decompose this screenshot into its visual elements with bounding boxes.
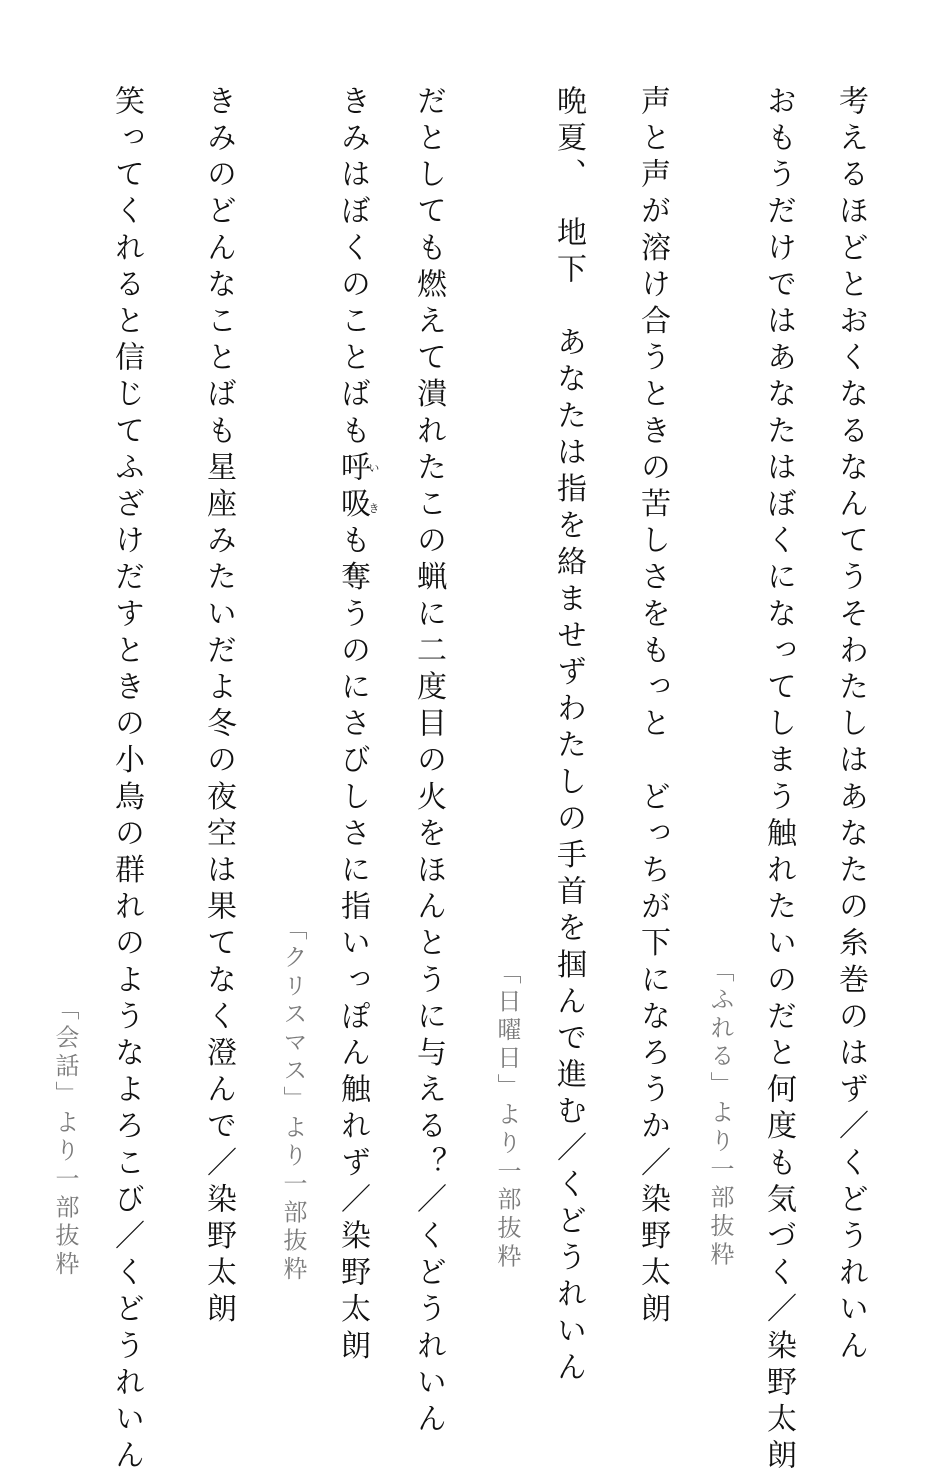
poem-6-source: 「クリスマス」より一部抜粋 xyxy=(279,916,307,1285)
poem-6-slash: ／ xyxy=(335,1183,370,1220)
poem-6-author: 染野太朗 xyxy=(335,1219,370,1367)
poem-3-slash: ／ xyxy=(635,1146,670,1184)
poem-2-source: 「ふれる」より一部抜粋 xyxy=(706,958,734,1270)
poem-4-slash: ／ xyxy=(551,1131,586,1169)
poem-6-ruby xyxy=(335,451,380,525)
poem-4-text: 晩夏、 地下 あなたは指を絡ませずわたしの手首を掴んで進む xyxy=(551,85,586,1132)
poem-6-text-pre: きみはぼくのことばも xyxy=(335,85,370,451)
poem-8-slash: ／ xyxy=(109,1219,144,1257)
poem-7-author: 染野太朗 xyxy=(201,1183,236,1330)
poem-6 xyxy=(334,85,380,1366)
poem-2-slash: ／ xyxy=(761,1292,796,1330)
poem-7-text: きみのどんなことばも星座みたいだよ冬の夜空は果てなく澄んで xyxy=(201,85,236,1147)
poem-8-author: くどうれいん xyxy=(109,1256,144,1476)
poem-8-source: 「会話」より一部抜粋 xyxy=(51,996,79,1280)
poem-1 xyxy=(832,85,868,1366)
poem-3-author: 染野太朗 xyxy=(635,1183,670,1330)
poem-8 xyxy=(108,85,144,1476)
poem-7 xyxy=(200,85,236,1329)
poem-2-author: 染野太朗 xyxy=(761,1329,796,1476)
poem-3 xyxy=(634,85,670,1329)
poem-7-slash: ／ xyxy=(201,1146,236,1184)
poem-6-ruby-reading: いき xyxy=(367,451,380,525)
poem-8-text: 笑ってくれると信じてふざけだすときの小鳥の群れのようなよろこび xyxy=(109,85,144,1220)
poem-3-text: 声と声が溶け合うときの苦しさをもっと どっちが下になろうか xyxy=(635,85,670,1147)
poem-5-text: だとしても燃えて潰れたこの蝋に二度目の火をほんとうに与える？ xyxy=(411,85,446,1183)
poem-5 xyxy=(410,85,446,1439)
poem-4 xyxy=(550,85,586,1388)
poem-4-author: くどうれいん xyxy=(551,1168,586,1388)
poem-6-ruby-base: 呼吸 xyxy=(335,451,370,525)
poem-2 xyxy=(760,85,796,1476)
poem-5-slash: ／ xyxy=(411,1183,446,1220)
poem-1-author: くどうれいん xyxy=(833,1146,868,1367)
poem-2-text: おもうだけではあなたはぼくになってしまう触れたいのだと何度も気づく xyxy=(761,85,796,1293)
poem-1-text: 考えるほどとおくなるなんてうそわたしはあなたの糸巻のはず xyxy=(833,85,868,1110)
poem-4-source: 「日曜日」より一部抜粋 xyxy=(493,960,521,1272)
poem-1-slash: ／ xyxy=(833,1109,868,1147)
poem-6-text-post: も奪うのにさびしさに指いっぽん触れず xyxy=(335,524,370,1184)
poem-5-author: くどうれいん xyxy=(411,1219,446,1440)
